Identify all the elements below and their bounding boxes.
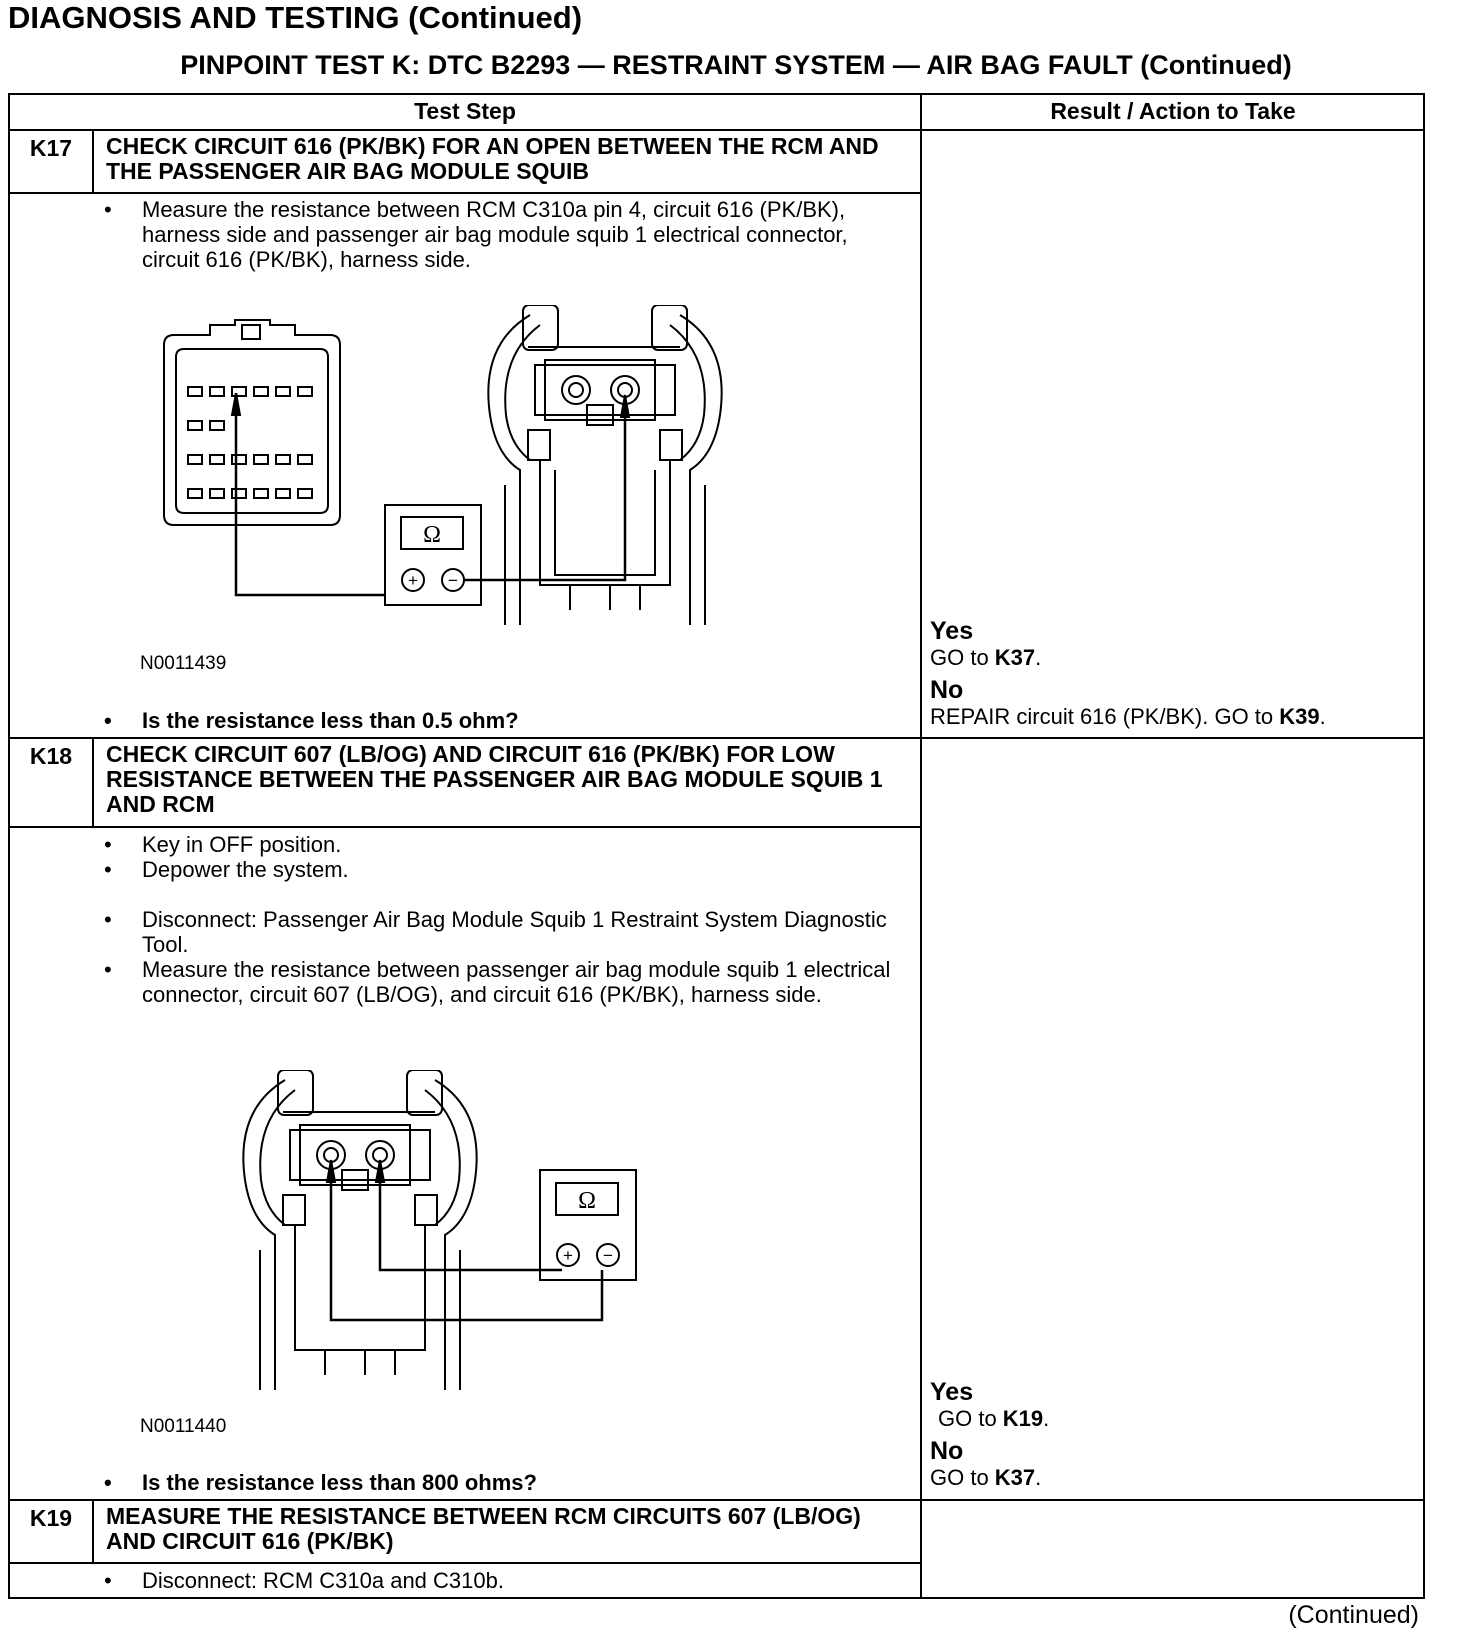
- continued-label: (Continued): [1288, 1601, 1419, 1629]
- step-title-rule: [9, 1562, 920, 1564]
- meter-plus-symbol: +: [408, 571, 418, 590]
- step-title-rule: [9, 192, 920, 194]
- k18-instruction-4: • Measure the resistance between passenger air bag module squib 1 electrical connector, circuit 607 (LB/OG), and circuit 616 (PK/BK), harness side.: [104, 957, 891, 1007]
- step-title-k19: MEASURE THE RESISTANCE BETWEEN RCM CIRCUITS 607 (LB/OG) AND CIRCUIT 616 (PK/BK): [106, 1503, 861, 1554]
- k18-wiring-diagram: [240, 1070, 670, 1420]
- step-id-divider: [92, 130, 94, 192]
- header-result-action: Result / Action to Take: [1050, 98, 1296, 124]
- column-divider: [920, 94, 922, 1598]
- ohmmeter-icon: [385, 505, 481, 605]
- k18-instruction-1: • Key in OFF position.: [104, 832, 342, 857]
- k18-figure-code: N0011440: [140, 1416, 227, 1437]
- step-id-k17: K17: [29, 135, 73, 161]
- header-test-step: Test Step: [414, 98, 516, 124]
- k17-figure-code: N0011439: [140, 653, 227, 674]
- rcm-connector-icon: [164, 320, 340, 525]
- meter-minus-symbol: −: [448, 571, 458, 590]
- ohmmeter-icon: [540, 1170, 636, 1280]
- step-title-k18: CHECK CIRCUIT 607 (LB/OG) AND CIRCUIT 616 (PK/BK) FOR LOW RESISTANCE BETWEEN THE PASSENGER AIR BAG MODULE SQUIB 1 AND RCM: [106, 741, 883, 817]
- k17-yes-label: Yes: [930, 617, 974, 645]
- k19-instruction: • Disconnect: RCM C310a and C310b.: [104, 1568, 504, 1593]
- meter-omega-symbol: Ω: [423, 522, 441, 548]
- k18-yes-label: Yes: [930, 1378, 974, 1406]
- k17-no-action: REPAIR circuit 616 (PK/BK). GO to K39.: [930, 704, 1326, 729]
- squib-connector-icon: [488, 305, 721, 625]
- step-rule-k18: [9, 1499, 1424, 1501]
- meter-omega-symbol: Ω: [578, 1188, 596, 1214]
- k18-question: • Is the resistance less than 800 ohms?: [104, 1470, 537, 1495]
- step-title-rule: [9, 826, 920, 828]
- k18-result: [930, 1378, 1410, 1490]
- k17-yes-action: GO to K37.: [930, 645, 1042, 670]
- meter-minus-symbol: −: [603, 1246, 613, 1265]
- step-id-divider: [92, 1500, 94, 1562]
- step-id-k19: K19: [29, 1505, 73, 1531]
- step-rule-k17: [9, 737, 1424, 739]
- meter-plus-symbol: +: [563, 1246, 573, 1265]
- k18-no-action: GO to K37.: [930, 1465, 1042, 1490]
- squib-connector-icon: [243, 1070, 476, 1390]
- k17-result: [930, 617, 1410, 729]
- k18-instruction-2: • Depower the system.: [104, 857, 349, 882]
- k18-instruction-3: • Disconnect: Passenger Air Bag Module Squib 1 Restraint System Diagnostic Tool.: [104, 907, 887, 957]
- k18-yes-action: GO to K19.: [938, 1406, 1050, 1431]
- step-title-k17: CHECK CIRCUIT 616 (PK/BK) FOR AN OPEN BETWEEN THE RCM AND THE PASSENGER AIR BAG MODULE SQUIB: [106, 133, 879, 184]
- k17-wiring-diagram: [150, 305, 750, 655]
- k18-no-label: No: [930, 1437, 964, 1465]
- page-title: DIAGNOSIS AND TESTING (Continued): [8, 0, 583, 35]
- step-id-divider: [92, 738, 94, 826]
- step-id-k18: K18: [29, 743, 73, 769]
- k17-question: • Is the resistance less than 0.5 ohm?: [104, 708, 519, 733]
- k17-instruction: • Measure the resistance between RCM C310a pin 4, circuit 616 (PK/BK), harness side and passenger air bag module squib 1 electrical connector, circuit 616 (PK/BK), harness side.: [104, 197, 848, 272]
- header-rule: [9, 129, 1424, 131]
- k17-no-label: No: [930, 676, 964, 704]
- pinpoint-test-title: PINPOINT TEST K: DTC B2293 — RESTRAINT SYSTEM — AIR BAG FAULT (Continued): [180, 50, 1292, 80]
